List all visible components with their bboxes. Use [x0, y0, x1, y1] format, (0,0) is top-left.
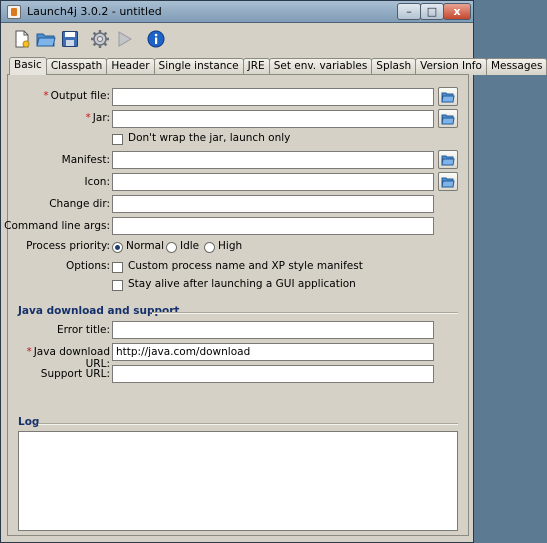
priority-idle-label: Idle [180, 240, 200, 252]
custom-process-checkbox[interactable] [112, 262, 123, 273]
dont-wrap-label: Don't wrap the jar, launch only [128, 132, 291, 144]
tab-env-variables[interactable]: Set env. variables [269, 58, 373, 75]
output-file-input[interactable] [112, 88, 434, 106]
priority-normal-radio[interactable] [112, 242, 123, 253]
dont-wrap-checkbox[interactable] [112, 134, 123, 145]
close-button[interactable]: x [443, 3, 471, 20]
priority-high-radio[interactable] [204, 242, 215, 253]
toolbar [7, 27, 467, 53]
info-icon[interactable] [145, 28, 167, 50]
log-divider [38, 423, 458, 425]
output-file-label: * Output file: [43, 90, 110, 102]
stay-alive-label: Stay alive after launching a GUI application [128, 278, 356, 290]
options-label: Options: [65, 260, 110, 272]
log-section-title: Log [18, 416, 40, 428]
tab-version-info[interactable]: Version Info [415, 58, 487, 75]
icon-input[interactable] [112, 173, 434, 191]
output-file-browse-button[interactable] [438, 87, 458, 106]
save-icon[interactable] [59, 28, 81, 50]
tab-basic[interactable]: Basic [9, 57, 47, 75]
priority-idle-radio[interactable] [166, 242, 177, 253]
tab-jre[interactable]: JRE [243, 58, 270, 75]
icon-label: Icon: [84, 176, 110, 188]
error-title-input[interactable] [112, 321, 434, 339]
log-area[interactable] [18, 431, 458, 531]
tab-strip [9, 57, 546, 75]
download-url-label: * Java download URL: [26, 346, 110, 370]
gear-icon[interactable] [89, 28, 111, 50]
new-icon[interactable] [11, 28, 33, 50]
title-bar[interactable] [1, 1, 473, 23]
cmd-args-input[interactable] [112, 217, 434, 235]
app-icon [7, 5, 21, 19]
tab-classpath[interactable]: Classpath [46, 58, 108, 75]
tab-messages[interactable]: Messages [486, 58, 547, 75]
cmd-args-label: Command line args: [4, 220, 110, 232]
change-dir-input[interactable] [112, 195, 434, 213]
error-title-label: Error title: [57, 324, 110, 336]
jar-input[interactable] [112, 110, 434, 128]
manifest-input[interactable] [112, 151, 434, 169]
support-url-input[interactable] [112, 365, 434, 383]
stay-alive-checkbox[interactable] [112, 280, 123, 291]
priority-high-label: High [218, 240, 243, 252]
maximize-button[interactable]: □ [420, 3, 444, 20]
jar-label: * Jar: [85, 112, 110, 124]
minimize-button[interactable]: – [397, 3, 421, 20]
window-title: Launch4j 3.0.2 - untitled [27, 5, 162, 18]
manifest-browse-button[interactable] [438, 150, 458, 169]
tab-splash[interactable]: Splash [371, 58, 416, 75]
priority-label: Process priority: [26, 240, 110, 252]
java-download-divider [152, 312, 458, 314]
basic-panel [4, 74, 469, 536]
support-url-label: Support URL: [40, 368, 110, 380]
custom-process-label: Custom process name and XP style manifest [128, 260, 363, 272]
download-url-input[interactable]: http://java.com/download [112, 343, 434, 361]
priority-normal-label: Normal [126, 240, 164, 252]
tab-single-instance[interactable]: Single instance [154, 58, 244, 75]
java-download-section-title: Java download and support [18, 305, 180, 317]
icon-browse-button[interactable] [438, 172, 458, 191]
jar-browse-button[interactable] [438, 109, 458, 128]
tab-header[interactable]: Header [106, 58, 154, 75]
run-icon[interactable] [113, 28, 135, 50]
open-icon[interactable] [35, 28, 57, 50]
change-dir-label: Change dir: [49, 198, 110, 210]
manifest-label: Manifest: [61, 154, 110, 166]
